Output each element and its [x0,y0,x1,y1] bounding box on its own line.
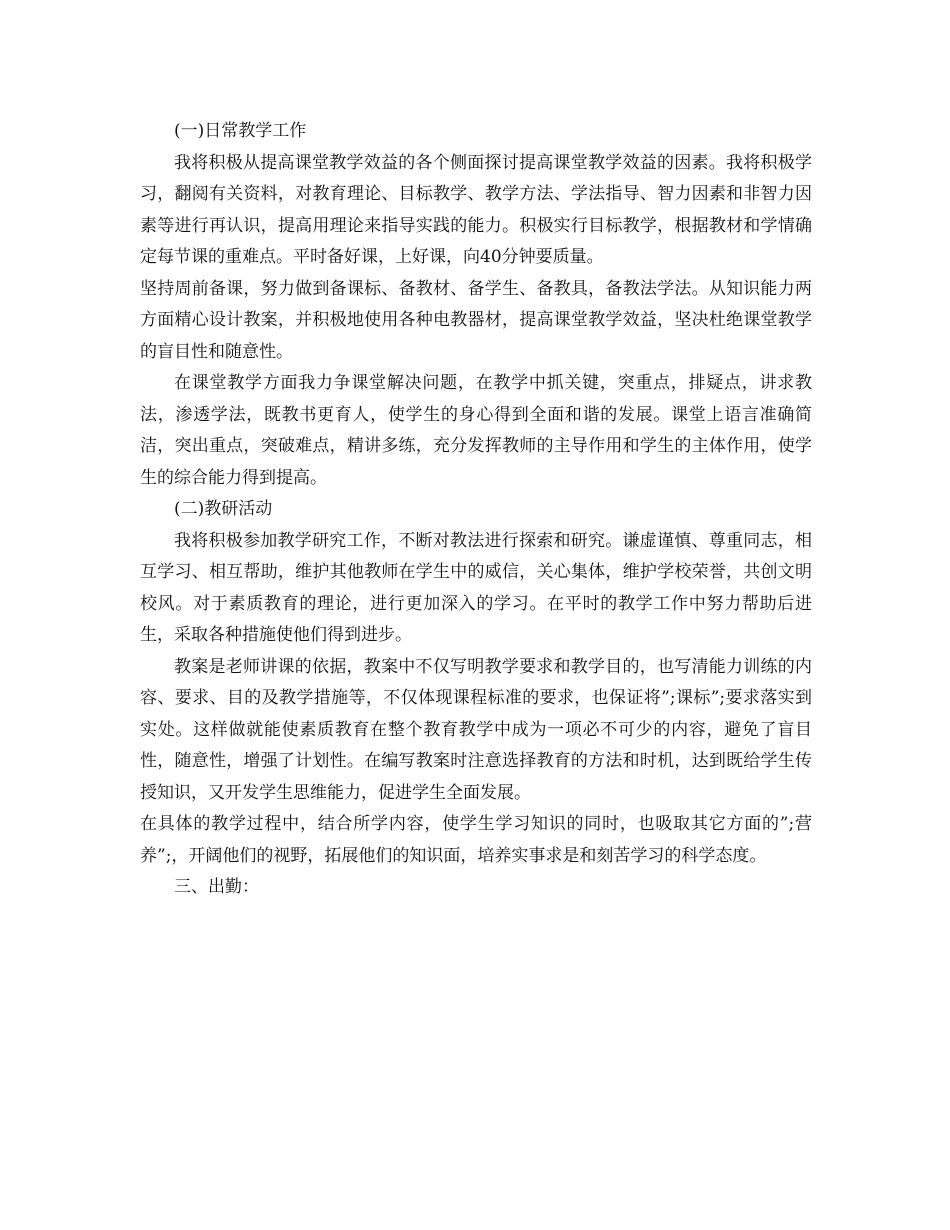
section-heading-teaching-research: (二)教研活动 [174,499,273,519]
section-heading-attendance: 三、出勤： [174,877,259,897]
paragraph-teaching-process: 在具体的教学过程中，结合所学内容，使学生学习知识的同时，也吸取其它方面的”;营养”;，开阔他们的视野，拓展他们的知识面，培养实事求是和刻苦学习的科学态度。 [140,814,812,866]
section-heading-daily-teaching: (一)日常教学工作 [174,121,307,141]
paragraph-lesson-preparation: 坚持周前备课，努力做到备课标、备教材、备学生、备教具，备教法学法。从知识能力两方面精心设计教案，并积极地使用各种电教器材，提高课堂教学效益，坚决杜绝课堂教学的盲目性和随意性。 [140,278,812,362]
paragraph-lesson-plans: 教案是老师讲课的依据，教案中不仅写明教学要求和教学目的，也写清能力训练的内容、要求、目的及教学措施等，不仅体现课程标准的要求，也保证将”;课标”;要求落实到实处。这样做就能使素质教育在整个教育教学中成为一项必不可少的内容，避免了盲目性，随意性，增强了计划性。在编写教案时注意选择教育的方法和时机，达到既给学生传授知识，又开发学生思维能力，促进学生全面发展。 [140,656,812,803]
document-body [140,116,812,904]
paragraph-classroom-teaching: 在课堂教学方面我力争课堂解决问题，在教学中抓关键，突重点，排疑点，讲求教法，渗透学法，既教书更育人，使学生的身心得到全面和谐的发展。课堂上语言准确简洁，突出重点，突破难点，精讲多练，充分发挥教师的主导作用和学生的主体作用，使学生的综合能力得到提高。 [140,373,812,488]
paragraph-research-work: 我将积极参加教学研究工作，不断对教法进行探索和研究。谦虚谨慎、尊重同志，相互学习、相互帮助，维护其他教师在学生中的威信，关心集体，维护学校荣誉，共创文明校风。对于素质教育的理论，进行更加深入的学习。在平时的教学工作中努力帮助后进生，采取各种措施使他们得到进步。 [140,530,812,645]
paragraph-classroom-efficiency: 我将积极从提高课堂教学效益的各个侧面探讨提高课堂教学效益的因素。我将积极学习，翻阅有关资料，对教育理论、目标教学、教学方法、学法指导、智力因素和非智力因素等进行再认识，提高用理论来指导实践的能力。积极实行目标教学，根据教材和学情确定每节课的重难点。平时备好课，上好课，向40分钟要质量。 [140,152,812,267]
